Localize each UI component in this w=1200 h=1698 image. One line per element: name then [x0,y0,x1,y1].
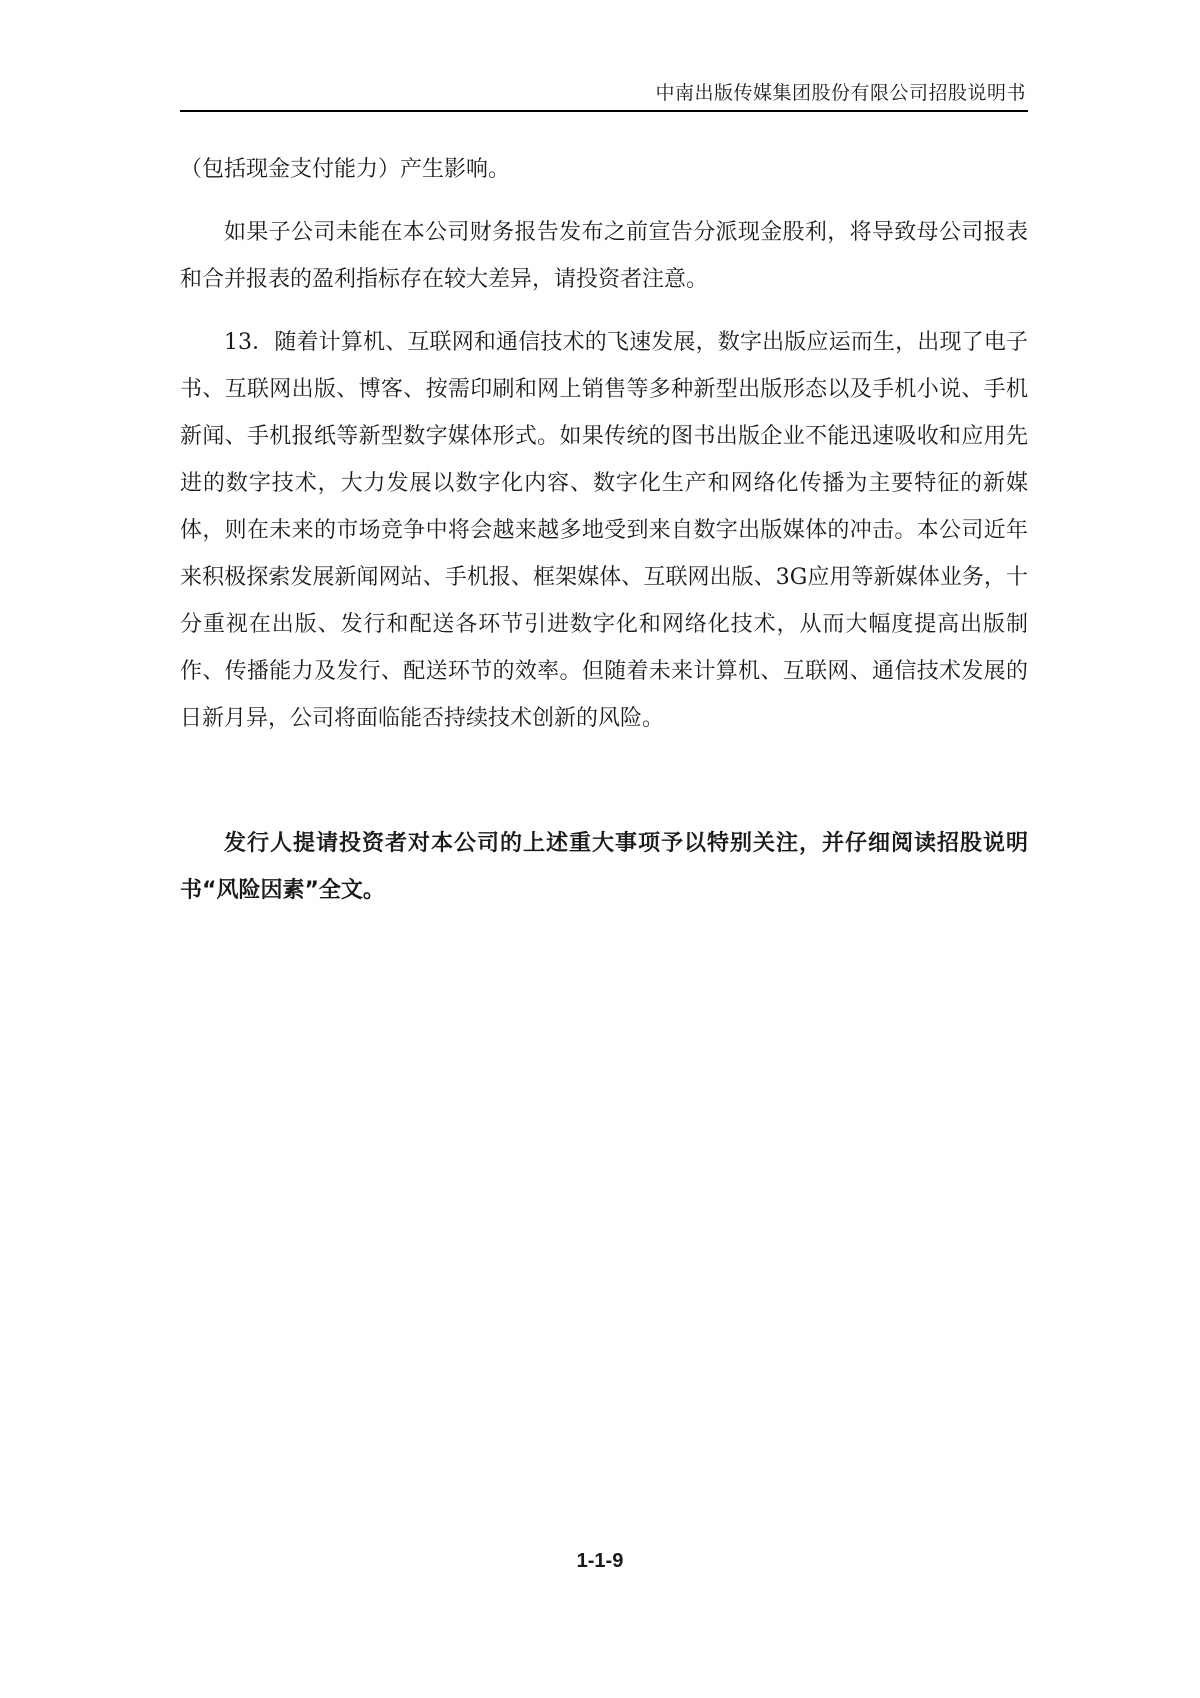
page-body [180,146,1028,914]
paragraph-subsidiary-dividend: 如果子公司未能在本公司财务报告发布之前宣告分派现金股利，将导致母公司报表和合并报表的盈利指标存在较大差异，请投资者注意。 [180,220,1028,292]
paragraph-risk-13: 13．随着计算机、互联网和通信技术的飞速发展，数字出版应运而生，出现了电子书、互联网出版、博客、按需印刷和网上销售等多种新型出版形态以及手机小说、手机新闻、手机报纸等新型数字媒体形式。如果传统的图书出版企业不能迅速吸收和应用先进的数字技术，大力发展以数字化内容、数字化生产和网络化传播为主要特征的新媒体，则在未来的市场竞争中将会越来越多地受到来自数字出版媒体的冲击。本公司近年来积极探索发展新闻网站、手机报、框架媒体、互联网出版、3G应用等新媒体业务，十分重视在出版、发行和配送各环节引进数字化和网络化技术，从而大幅度提高出版制作、传播能力及发行、配送环节的效率。但随着未来计算机、互联网、通信技术发展的日新月异，公司将面临能否持续技术创新的风险。 [180,330,1028,731]
document-title: 中南出版传媒集团股份有限公司招股说明书 [655,82,1026,104]
page-header [180,76,1028,112]
page-number: 1-1-9 [576,1550,624,1572]
paragraph-investor-notice: 发行人提请投资者对本公司的上述重大事项予以特别关注，并仔细阅读招股说明书“风险因素”全文。 [180,831,1028,903]
paragraph-continuation: （包括现金支付能力）产生影响。 [180,157,511,182]
